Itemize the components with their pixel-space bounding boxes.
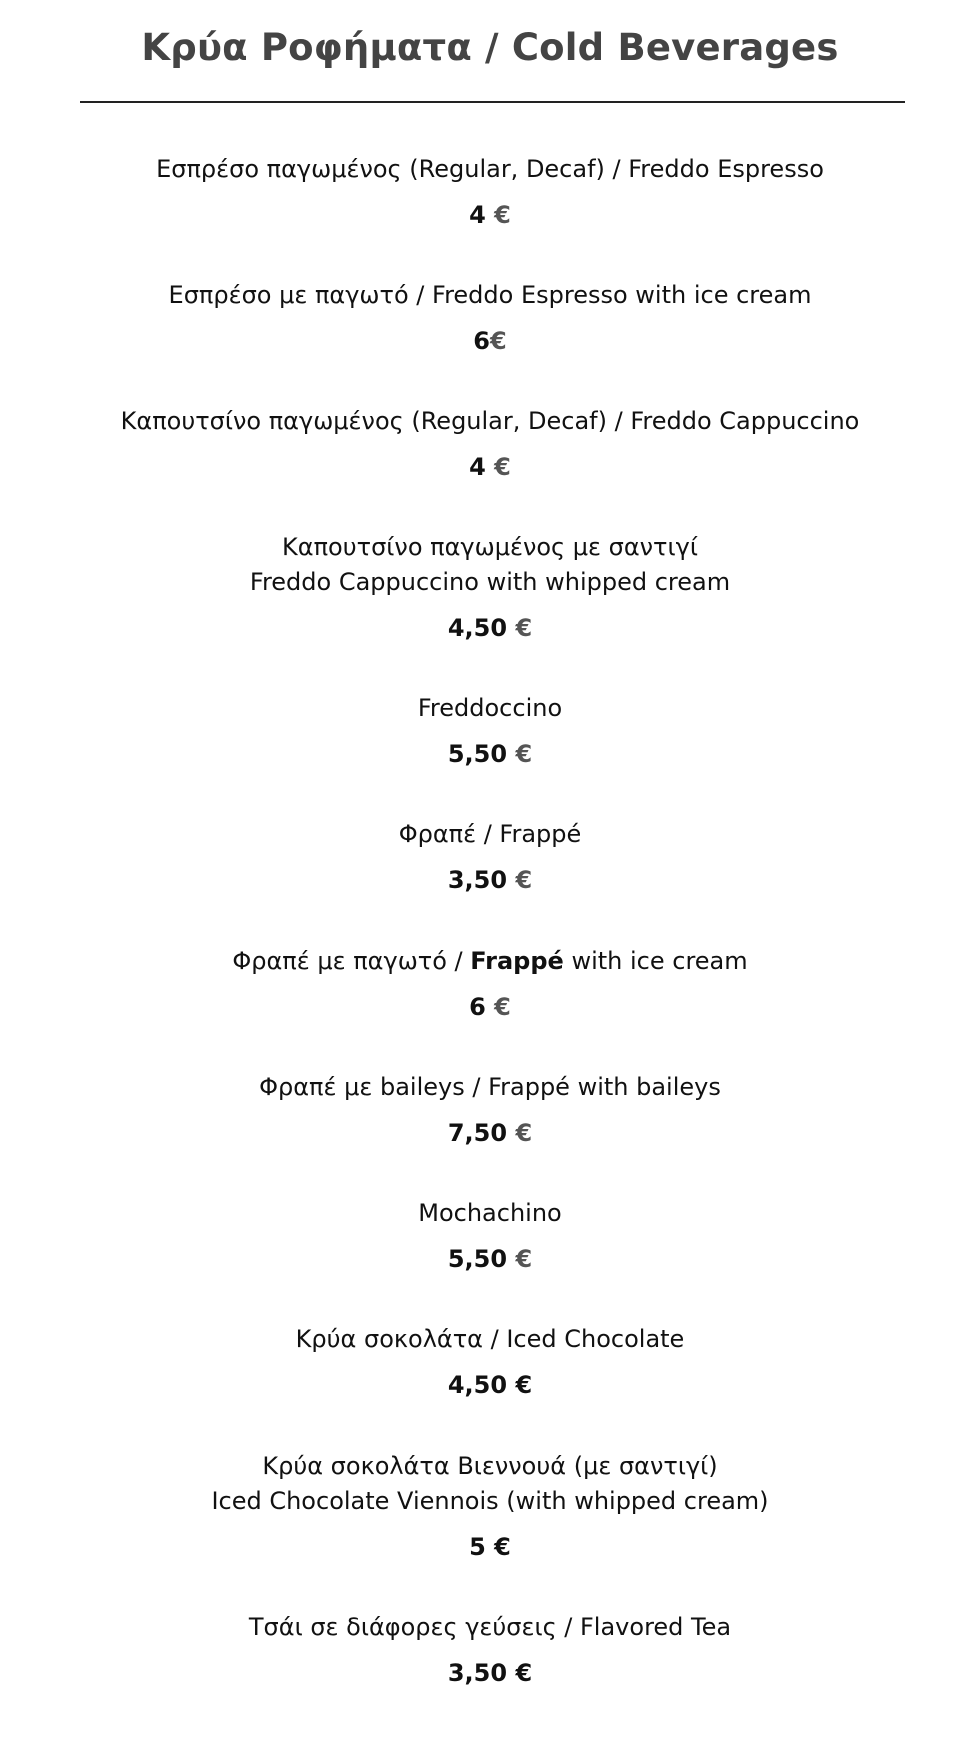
currency-symbol: € — [494, 201, 511, 229]
menu-item-price: 5,50 € — [447, 740, 533, 768]
menu-item-name: Καπουτσίνο παγωμένος με σαντιγί — [282, 533, 698, 561]
menu-item-name-english: Freddo Cappuccino with whipped cream — [249, 568, 731, 596]
menu-item-price: 6€ — [473, 327, 507, 355]
menu-item-flavored-tea — [0, 1610, 980, 1688]
menu-item-freddo-cappuccino-whipped — [0, 530, 980, 643]
currency-symbol: € — [515, 1119, 533, 1147]
menu-item-name: Τσάι σε διάφορες γεύσεις / Flavored Tea — [248, 1613, 732, 1641]
menu-item-name: Φραπέ / Frappé — [398, 820, 582, 848]
currency-symbol: € — [494, 1533, 511, 1561]
menu-item-name: Καπουτσίνο παγωμένος (Regular, Decaf) / Freddo Cappuccino — [120, 407, 860, 435]
currency-symbol: € — [494, 993, 511, 1021]
menu-item-price: 6 € — [469, 993, 511, 1021]
menu-item-iced-chocolate-viennois — [0, 1449, 980, 1562]
currency-symbol: € — [515, 1245, 533, 1273]
menu-item-freddo-espresso — [0, 152, 980, 230]
menu-item-freddo-espresso-ice-cream — [0, 278, 980, 356]
menu-item-price: 3,50 € — [447, 866, 533, 894]
currency-symbol: € — [515, 740, 533, 768]
menu-item-price: 4 € — [469, 201, 511, 229]
menu-item-price: 4,50 € — [447, 1371, 533, 1399]
menu-item-frappe — [0, 817, 980, 895]
menu-item-mochachino — [0, 1196, 980, 1274]
menu-item-name: Εσπρέσο παγωμένος (Regular, Decaf) / Freddo Espresso — [156, 155, 824, 183]
menu-item-price: 3,50 € — [447, 1659, 533, 1687]
menu-item-name: Mochachino — [418, 1199, 562, 1227]
menu-item-name: Φραπέ με baileys / Frappé with baileys — [259, 1073, 721, 1101]
menu-item-name: Φραπέ με παγωτό / Frappé with ice cream — [232, 947, 748, 975]
menu-item-name: Freddoccino — [417, 694, 563, 722]
currency-symbol: € — [515, 614, 533, 642]
currency-symbol: € — [515, 1659, 533, 1687]
menu-item-iced-chocolate — [0, 1322, 980, 1400]
menu-item-price: 4,50 € — [447, 614, 533, 642]
currency-symbol: € — [494, 453, 511, 481]
menu-item-freddoccino — [0, 691, 980, 769]
menu-item-name-english: Iced Chocolate Viennois (with whipped cream) — [211, 1487, 769, 1515]
page-title: Κρύα Ροφήματα / Cold Beverages — [141, 26, 839, 69]
currency-symbol: € — [490, 327, 507, 355]
currency-symbol: € — [515, 866, 533, 894]
menu-item-frappe-ice-cream — [0, 944, 980, 1022]
menu-item-price: 5 € — [469, 1533, 511, 1561]
menu-item-name: Κρύα σοκολάτα / Iced Chocolate — [295, 1325, 685, 1353]
menu-item-price: 4 € — [469, 453, 511, 481]
menu-item-price: 7,50 € — [447, 1119, 533, 1147]
menu-item-freddo-cappuccino — [0, 404, 980, 482]
currency-symbol: € — [515, 1371, 533, 1399]
menu-item-name: Κρύα σοκολάτα Βιεννουά (με σαντιγί) — [262, 1452, 718, 1480]
menu-item-name: Εσπρέσο με παγωτό / Freddo Espresso with ice cream — [168, 281, 812, 309]
title-divider — [80, 101, 905, 103]
menu-item-name-bold: Frappé — [470, 947, 564, 975]
menu-item-frappe-baileys — [0, 1070, 980, 1148]
menu-item-price: 5,50 € — [447, 1245, 533, 1273]
